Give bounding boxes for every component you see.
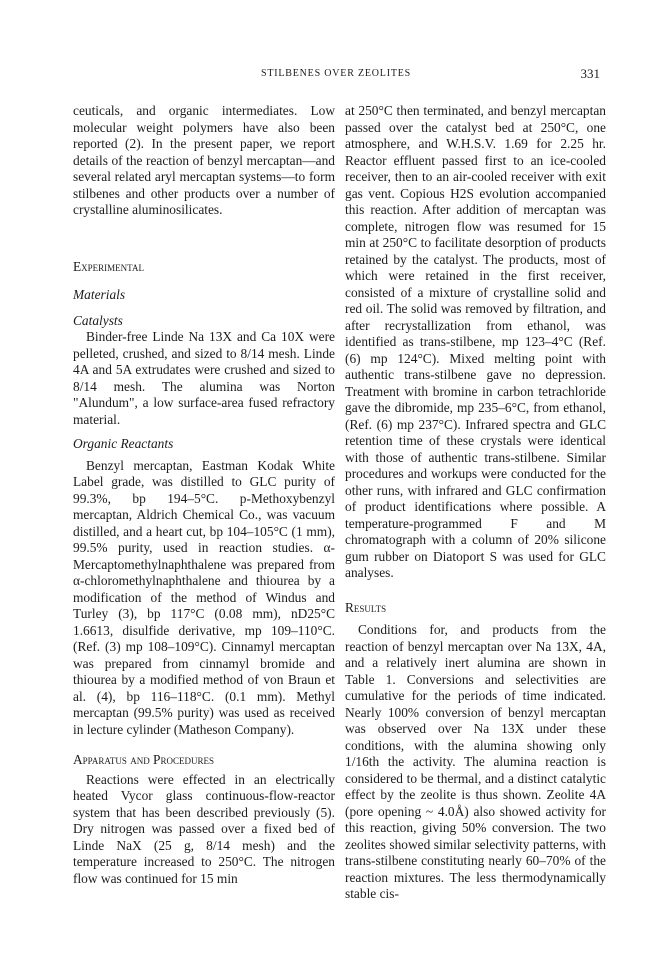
running-head: STILBENES OVER ZEOLITES bbox=[260, 68, 412, 79]
catalysts-heading: Catalysts bbox=[73, 312, 123, 328]
intro-paragraph: ceuticals, and organic intermediates. Low molecular weight polymers have also been reported (2). In the present paper, we report details of the reaction of benzyl mercaptan—and several related aryl mercaptan systems—to form stilbenes and other products over a number of crystalline aluminosilicates. bbox=[73, 103, 335, 217]
page-number: 331 bbox=[580, 66, 600, 81]
page-header bbox=[0, 68, 672, 86]
apparatus-paragraph: Reactions were effected in an electrically heated Vycor glass continuous-flow-reactor system that has been described previously (5). Dry nitrogen was passed over a fixed bed of Linde NaX (25 g, 8/14 mesh) and the temperature increased to 250°C. The nitrogen flow was continued for 15 min bbox=[73, 771, 335, 886]
left-column bbox=[73, 103, 335, 887]
catalysts-paragraph: Binder-free Linde Na 13X and Ca 10X were pelleted, crushed, and sized to 8/14 mesh. Linde 4A and 5A extrudates were crushed and sized to 8/14 mesh. The alumina was Norton "Alundum", a low surface-area fused refractory material. bbox=[73, 329, 335, 427]
results-heading: Results bbox=[345, 599, 387, 615]
materials-heading: Materials bbox=[73, 287, 126, 302]
apparatus-continued-paragraph: at 250°C then terminated, and benzyl mercaptan passed over the catalyst bed at 250°C, one atmosphere, and W.H.S.V. 1.69 for 2.25 hr. Reactor effluent passed first to an ice-cooled receiver, then to an air-cooled receiver with exit gas vent. Copious H2S evolution accompanied this reaction. After addition of mercaptan was complete, nitrogen flow was resumed for 15 min at 250°C to facilitate desorption of products retained by the catalyst. The products, most of which were retained in the first receiver, consisted of a mixture of crystalline solid and red oil. The solid was removed by filtration, and after recrystallization from ethanol, was identified as trans-stilbene, mp 123–4°C (Ref. (6) mp 124°C). Mixed melting point with authentic trans-stilbene gave no depression. Treatment with bromine in carbon tetrachloride gave the dibromide, mp 235–6°C, from ethanol, (Ref. (6) mp 237°C). Infrared spectra and GLC retention time of these crystals were identical with those of authentic trans-stilbene. Similar procedures and workups were conducted for the other runs, with infrared and GLC confirmation of product identifications where possible. A temperature-programmed F and M chromatograph with a column of 20% silicone gum rubber on Diatoport S was used for GLC analyses. bbox=[345, 103, 606, 580]
results-paragraph: Conditions for, and products from the reaction of benzyl mercaptan over Na 13X, 4A, and a relatively inert alumina are shown in Table 1. Conversions and selectivities are cumulative for the periods of time indicated. Nearly 100% conversion of benzyl mercaptan was observed over Na 13X under these conditions, with the alumina showing only 1/16th the activity. The alumina reaction is considered to be thermal, and a distinct catalytic effect by the zeolite is thus shown. Zeolite 4A (pore opening ~ 4.0Å) also showed activity for this reaction, giving 50% conversion. The two zeolites showed similar selectivity patterns, with trans-stilbene constituting nearly 60–70% of the reaction mixtures. The less thermodynamically stable cis- bbox=[345, 622, 606, 901]
experimental-heading: Experimental bbox=[73, 258, 144, 274]
apparatus-heading: Apparatus and Procedures bbox=[73, 752, 215, 767]
reactants-paragraph: Benzyl mercaptan, Eastman Kodak White Label grade, was distilled to GLC purity of 99.3%, bp 194–5°C. p-Methoxybenzyl mercaptan, Aldrich Chemical Co., was vacuum distilled, and a heart cut, bp 104–105°C (1 mm), 99.5% purity, used in reaction studies. α-Mercaptomethylnaphthalene was prepared from α-chloromethylnaphthalene and thiourea by a modification of the method of Windus and Turley (3), bp 117°C (0.08 mm), nD25°C 1.6613, disulfide derivative, mp 109–110°C. (Ref. (3) mp 108–109°C). Cinnamyl mercaptan was prepared from cinnamyl bromide and thiourea by a modified method of von Braun et al. (4), bp 116–118°C. (0.1 mm). Methyl mercaptan (99.5% purity) was used as received in lecture cylinder (Matheson Company). bbox=[73, 457, 335, 737]
organic-reactants-heading: Organic Reactants bbox=[73, 436, 174, 451]
right-column bbox=[345, 103, 606, 903]
